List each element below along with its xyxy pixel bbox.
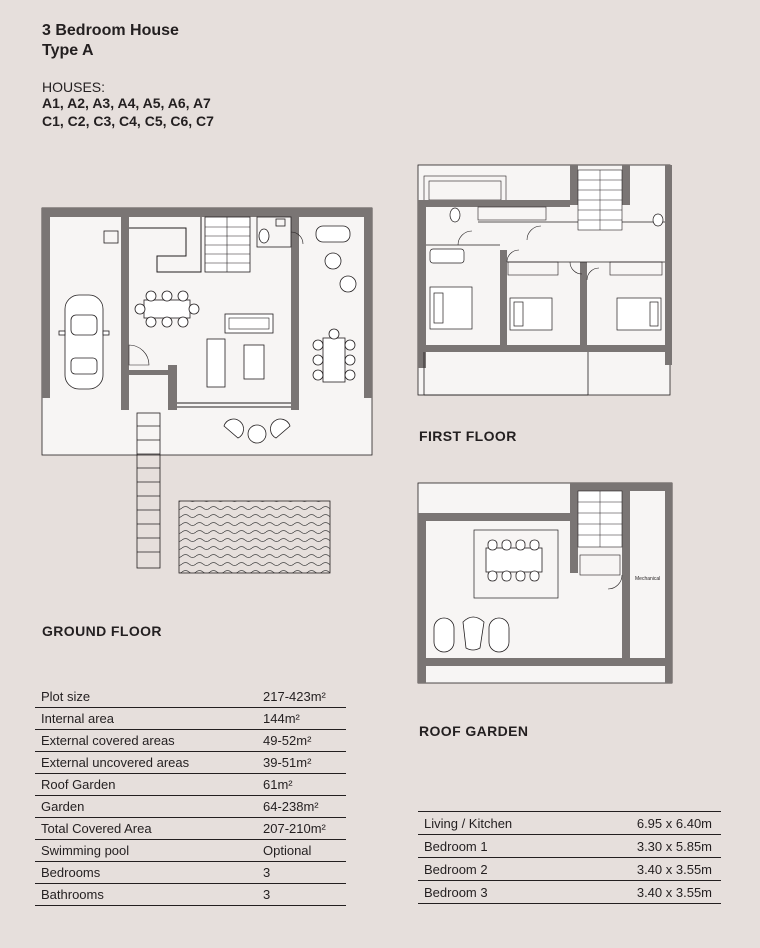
spec-value: 217-423m² <box>257 686 346 708</box>
title-line-1: 3 Bedroom House <box>42 22 179 39</box>
room-size: 3.40 x 3.55m <box>573 881 721 904</box>
room-dimensions-table <box>418 811 721 904</box>
houses-label: HOUSES: <box>42 79 106 95</box>
first-floor-plan <box>418 165 672 395</box>
room-size: 6.95 x 6.40m <box>573 812 721 835</box>
table-row <box>35 752 346 774</box>
room-label: Bedroom 3 <box>418 881 573 904</box>
spec-value: 144m² <box>257 708 346 730</box>
table-row <box>35 818 346 840</box>
spec-value: 49-52m² <box>257 730 346 752</box>
room-size: 3.40 x 3.55m <box>573 858 721 881</box>
spec-label: Garden <box>35 796 257 818</box>
spec-value: 3 <box>257 884 346 906</box>
spec-label: External uncovered areas <box>35 752 257 774</box>
table-row <box>35 708 346 730</box>
table-row <box>35 796 346 818</box>
spec-value: Optional <box>257 840 346 862</box>
room-label: Bedroom 1 <box>418 835 573 858</box>
table-row <box>418 858 721 881</box>
room-label: Bedroom 2 <box>418 858 573 881</box>
table-row <box>35 862 346 884</box>
spec-value: 61m² <box>257 774 346 796</box>
spec-label: Roof Garden <box>35 774 257 796</box>
table-row <box>35 774 346 796</box>
swimming-pool <box>179 501 330 573</box>
mechanical-label: Mechanical <box>635 576 661 582</box>
spec-label: Swimming pool <box>35 840 257 862</box>
spec-label: Bedrooms <box>35 862 257 884</box>
spec-label: Plot size <box>35 686 257 708</box>
table-row <box>418 835 721 858</box>
spec-value: 207-210m² <box>257 818 346 840</box>
roof-garden-plan <box>418 483 672 683</box>
table-row <box>35 730 346 752</box>
spec-label: Internal area <box>35 708 257 730</box>
table-row <box>418 881 721 904</box>
spec-value: 39-51m² <box>257 752 346 774</box>
ground-floor-plan <box>42 208 372 573</box>
table-row <box>35 840 346 862</box>
spec-value: 64-238m² <box>257 796 346 818</box>
room-label: Living / Kitchen <box>418 812 573 835</box>
specifications-table <box>35 686 346 906</box>
spec-label: External covered areas <box>35 730 257 752</box>
spec-label: Total Covered Area <box>35 818 257 840</box>
table-row <box>35 686 346 708</box>
first-floor-label: FIRST FLOOR <box>419 428 517 444</box>
spec-value: 3 <box>257 862 346 884</box>
houses-list-c: C1, C2, C3, C4, C5, C6, C7 <box>42 113 214 129</box>
ground-floor-label: GROUND FLOOR <box>42 623 162 639</box>
spec-label: Bathrooms <box>35 884 257 906</box>
table-row <box>418 812 721 835</box>
houses-list-a: A1, A2, A3, A4, A5, A6, A7 <box>42 95 211 111</box>
room-size: 3.30 x 5.85m <box>573 835 721 858</box>
roof-garden-label: ROOF GARDEN <box>419 723 529 739</box>
table-row <box>35 884 346 906</box>
title-line-2: Type A <box>42 42 94 59</box>
